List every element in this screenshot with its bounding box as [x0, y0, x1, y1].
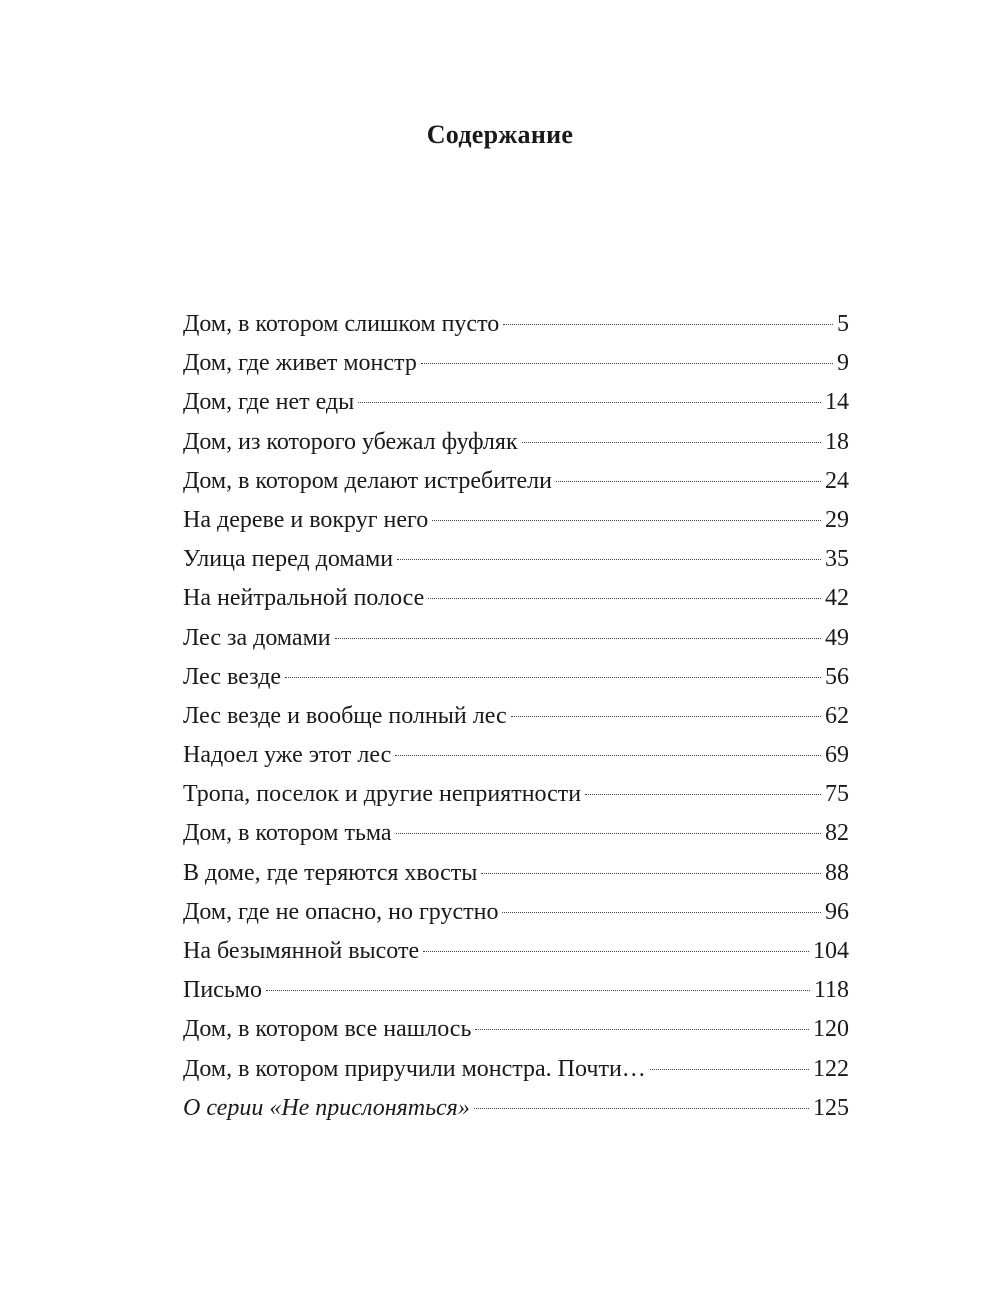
toc-entry — [183, 1050, 849, 1089]
toc-entry — [183, 579, 849, 618]
toc-entry-page-number: 14 — [825, 389, 849, 416]
toc-entry-page-number: 120 — [813, 1016, 849, 1043]
dot-leader — [511, 716, 821, 717]
toc-entry-title: Дом, где живет монстр — [183, 350, 417, 377]
toc-entry — [183, 736, 849, 775]
toc-entry-page-number: 82 — [825, 820, 849, 847]
toc-entry-page-number: 122 — [813, 1055, 849, 1082]
toc-entry-title: Дом, в котором слишком пусто — [183, 311, 500, 337]
toc-entry-title: На безымянной высоте — [183, 938, 420, 964]
toc-entry-title: О серии «Не прислоняться» — [183, 1094, 470, 1121]
dot-leader — [421, 363, 833, 364]
dot-leader — [522, 442, 821, 443]
dot-leader — [358, 402, 821, 403]
toc-entry-page-number: 96 — [825, 898, 849, 925]
toc-entry-title: Лес везде и вообще полный лес — [183, 702, 507, 729]
dot-leader — [396, 833, 821, 834]
toc-entry-title: Письмо — [183, 977, 262, 1004]
toc-entry-page-number: 62 — [825, 702, 849, 729]
dot-leader — [503, 324, 833, 325]
toc-entry — [183, 540, 849, 579]
toc-entry — [183, 1010, 849, 1049]
toc-entry — [183, 658, 849, 697]
toc-entry — [183, 305, 849, 344]
dot-leader — [285, 677, 821, 678]
toc-entry-title: На дереве и вокруг него — [183, 506, 429, 533]
toc-entry — [183, 1089, 849, 1128]
toc-entry-page-number: 125 — [813, 1094, 849, 1121]
toc-entry-title: Улица перед домами — [183, 546, 394, 573]
toc-entry-title: Дом, в котором делают истребители — [183, 467, 552, 494]
dot-leader — [397, 559, 821, 560]
dot-leader — [428, 598, 821, 599]
toc-entry-page-number: 118 — [813, 977, 849, 1004]
toc-entry — [183, 697, 849, 736]
toc-entry-title: Дом, где не опасно, но грустно — [183, 898, 499, 925]
toc-entry — [183, 383, 849, 422]
toc-entry-page-number: 18 — [825, 428, 849, 455]
toc-entry-page-number: 42 — [825, 585, 849, 612]
toc-entry-title: В доме, где теряются хвосты — [183, 859, 478, 886]
toc-entry-title: Дом, в котором приручили монстра. Почти… — [183, 1055, 646, 1082]
dot-leader — [650, 1069, 809, 1070]
toc-entry-title: Лес везде — [183, 663, 282, 690]
dot-leader — [395, 755, 821, 756]
toc-entry — [183, 462, 849, 501]
toc-entry — [183, 971, 849, 1010]
toc-entry — [183, 814, 849, 853]
dot-leader — [335, 638, 821, 639]
dot-leader — [474, 1108, 809, 1109]
dot-leader — [475, 1029, 809, 1030]
dot-leader — [481, 873, 821, 874]
toc-entry-title: Лес за домами — [183, 624, 331, 651]
toc-entry — [183, 932, 849, 971]
dot-leader — [585, 794, 821, 795]
dot-leader — [502, 912, 821, 913]
dot-leader — [423, 951, 809, 952]
toc-entry-page-number: 49 — [825, 624, 849, 651]
toc-entry-page-number: 9 — [837, 350, 849, 377]
toc-entry — [183, 893, 849, 932]
toc-entry-page-number: 104 — [813, 938, 849, 964]
toc-entry-title: Дом, в котором тьма — [183, 820, 392, 847]
page-title: Содержание — [426, 120, 574, 149]
toc-entry-title: Тропа, поселок и другие неприятности — [183, 781, 582, 808]
dot-leader — [556, 481, 821, 482]
toc-entry-page-number: 56 — [825, 663, 849, 690]
dot-leader — [266, 990, 810, 991]
toc-entry-page-number: 88 — [825, 859, 849, 886]
toc-entry-title: Дом, из которого убежал фуфляк — [183, 428, 518, 455]
table-of-contents — [183, 305, 849, 1128]
toc-entry — [183, 619, 849, 658]
toc-entry-title: Надоел уже этот лес — [183, 742, 392, 769]
toc-entry-page-number: 29 — [825, 506, 849, 533]
toc-entry-page-number: 35 — [825, 546, 849, 573]
toc-entry — [183, 501, 849, 540]
toc-entry — [183, 344, 849, 383]
toc-entry — [183, 775, 849, 814]
toc-entry-page-number: 5 — [837, 311, 849, 337]
toc-entry-title: Дом, в котором все нашлось — [183, 1016, 472, 1043]
toc-entry — [183, 423, 849, 462]
toc-entry-title: Дом, где нет еды — [183, 389, 355, 416]
toc-entry — [183, 854, 849, 893]
toc-entry-page-number: 75 — [825, 781, 849, 808]
toc-entry-page-number: 69 — [825, 742, 849, 769]
dot-leader — [432, 520, 821, 521]
toc-entry-page-number: 24 — [825, 467, 849, 494]
toc-entry-title: На нейтральной полосе — [183, 585, 425, 612]
